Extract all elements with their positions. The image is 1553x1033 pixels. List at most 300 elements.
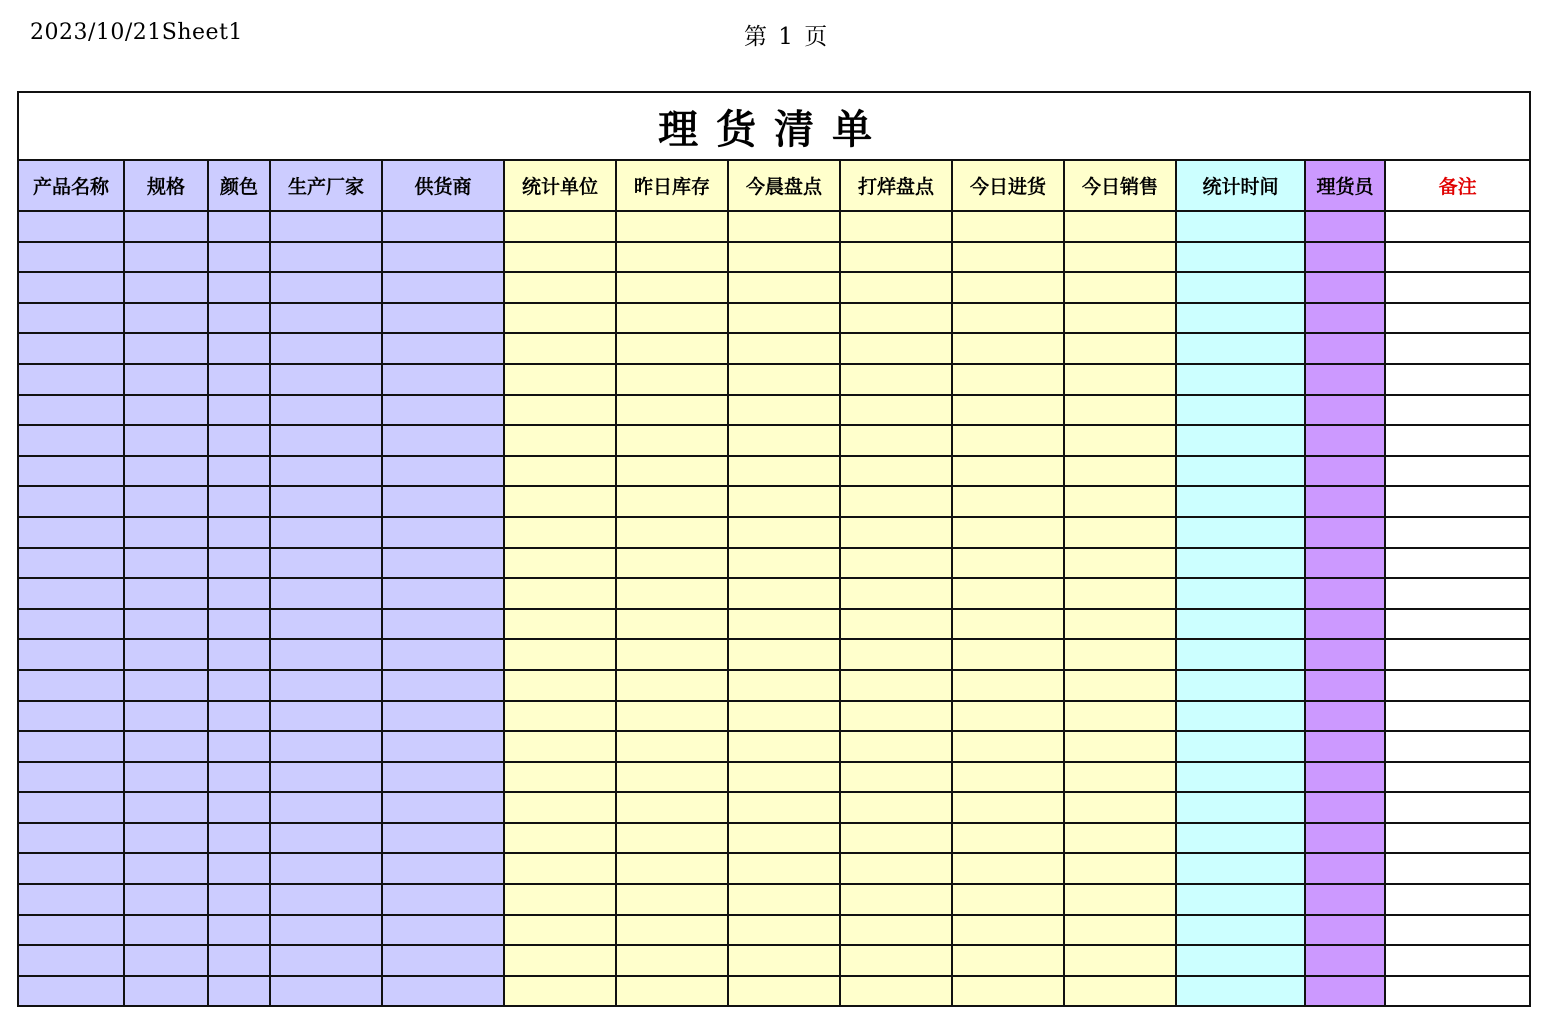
table-cell[interactable] xyxy=(616,639,728,670)
table-cell[interactable] xyxy=(1305,303,1385,334)
column-header-3[interactable]: 颜色 xyxy=(208,160,270,211)
table-cell[interactable] xyxy=(1305,670,1385,701)
table-cell[interactable] xyxy=(504,945,616,976)
table-cell[interactable] xyxy=(1176,731,1305,762)
table-cell[interactable] xyxy=(952,823,1064,854)
table-cell[interactable] xyxy=(270,639,382,670)
table-cell[interactable] xyxy=(18,425,124,456)
column-header-7[interactable]: 昨日库存 xyxy=(616,160,728,211)
table-cell[interactable] xyxy=(728,945,840,976)
table-cell[interactable] xyxy=(616,395,728,426)
table-cell[interactable] xyxy=(1385,639,1530,670)
table-cell[interactable] xyxy=(270,456,382,487)
table-cell[interactable] xyxy=(1385,701,1530,732)
table-cell[interactable] xyxy=(1176,486,1305,517)
table-cell[interactable] xyxy=(1064,701,1176,732)
table-cell[interactable] xyxy=(124,701,208,732)
table-cell[interactable] xyxy=(952,517,1064,548)
table-cell[interactable] xyxy=(840,517,952,548)
table-cell[interactable] xyxy=(1305,884,1385,915)
table-cell[interactable] xyxy=(840,823,952,854)
table-cell[interactable] xyxy=(616,548,728,579)
table-cell[interactable] xyxy=(840,945,952,976)
table-cell[interactable] xyxy=(1305,517,1385,548)
table-cell[interactable] xyxy=(616,486,728,517)
table-cell[interactable] xyxy=(728,701,840,732)
table-cell[interactable] xyxy=(208,548,270,579)
table-cell[interactable] xyxy=(270,670,382,701)
table-cell[interactable] xyxy=(270,211,382,242)
table-cell[interactable] xyxy=(504,548,616,579)
table-cell[interactable] xyxy=(952,945,1064,976)
table-cell[interactable] xyxy=(616,456,728,487)
table-cell[interactable] xyxy=(952,303,1064,334)
table-cell[interactable] xyxy=(1385,333,1530,364)
table-cell[interactable] xyxy=(1385,609,1530,640)
table-cell[interactable] xyxy=(124,456,208,487)
table-cell[interactable] xyxy=(1176,915,1305,946)
table-cell[interactable] xyxy=(616,578,728,609)
table-cell[interactable] xyxy=(952,701,1064,732)
table-cell[interactable] xyxy=(616,945,728,976)
table-cell[interactable] xyxy=(840,609,952,640)
table-cell[interactable] xyxy=(124,517,208,548)
table-cell[interactable] xyxy=(1176,242,1305,273)
table-cell[interactable] xyxy=(1385,272,1530,303)
table-cell[interactable] xyxy=(1385,976,1530,1007)
table-cell[interactable] xyxy=(840,884,952,915)
table-cell[interactable] xyxy=(840,762,952,793)
table-cell[interactable] xyxy=(18,272,124,303)
table-cell[interactable] xyxy=(124,548,208,579)
table-cell[interactable] xyxy=(208,792,270,823)
table-cell[interactable] xyxy=(504,303,616,334)
table-cell[interactable] xyxy=(504,639,616,670)
table-cell[interactable] xyxy=(1305,548,1385,579)
table-cell[interactable] xyxy=(208,395,270,426)
table-cell[interactable] xyxy=(18,578,124,609)
table-cell[interactable] xyxy=(728,639,840,670)
table-cell[interactable] xyxy=(728,578,840,609)
table-cell[interactable] xyxy=(1064,884,1176,915)
table-cell[interactable] xyxy=(1385,425,1530,456)
table-cell[interactable] xyxy=(1176,853,1305,884)
table-cell[interactable] xyxy=(1305,762,1385,793)
table-cell[interactable] xyxy=(124,976,208,1007)
table-cell[interactable] xyxy=(616,792,728,823)
table-cell[interactable] xyxy=(840,242,952,273)
table-cell[interactable] xyxy=(382,395,504,426)
table-cell[interactable] xyxy=(1064,364,1176,395)
table-cell[interactable] xyxy=(382,303,504,334)
column-header-1[interactable]: 产品名称 xyxy=(18,160,124,211)
table-cell[interactable] xyxy=(1305,211,1385,242)
table-cell[interactable] xyxy=(504,884,616,915)
table-cell[interactable] xyxy=(18,792,124,823)
table-cell[interactable] xyxy=(270,609,382,640)
table-cell[interactable] xyxy=(952,395,1064,426)
table-cell[interactable] xyxy=(1064,945,1176,976)
column-header-14[interactable]: 备注 xyxy=(1385,160,1530,211)
column-header-12[interactable]: 统计时间 xyxy=(1176,160,1305,211)
table-cell[interactable] xyxy=(1064,762,1176,793)
table-cell[interactable] xyxy=(1176,792,1305,823)
table-cell[interactable] xyxy=(616,670,728,701)
table-cell[interactable] xyxy=(1305,639,1385,670)
table-cell[interactable] xyxy=(1176,211,1305,242)
table-cell[interactable] xyxy=(208,915,270,946)
table-cell[interactable] xyxy=(1385,456,1530,487)
table-cell[interactable] xyxy=(728,731,840,762)
table-cell[interactable] xyxy=(18,333,124,364)
table-cell[interactable] xyxy=(952,548,1064,579)
table-cell[interactable] xyxy=(840,639,952,670)
table-cell[interactable] xyxy=(382,976,504,1007)
table-cell[interactable] xyxy=(504,425,616,456)
table-cell[interactable] xyxy=(1176,701,1305,732)
table-cell[interactable] xyxy=(1385,884,1530,915)
table-cell[interactable] xyxy=(616,731,728,762)
table-cell[interactable] xyxy=(1176,425,1305,456)
table-cell[interactable] xyxy=(728,272,840,303)
table-cell[interactable] xyxy=(124,211,208,242)
table-cell[interactable] xyxy=(840,272,952,303)
table-cell[interactable] xyxy=(952,609,1064,640)
table-cell[interactable] xyxy=(208,211,270,242)
table-cell[interactable] xyxy=(1064,517,1176,548)
table-cell[interactable] xyxy=(18,303,124,334)
table-cell[interactable] xyxy=(124,272,208,303)
table-cell[interactable] xyxy=(382,517,504,548)
table-cell[interactable] xyxy=(840,486,952,517)
table-cell[interactable] xyxy=(840,425,952,456)
table-cell[interactable] xyxy=(504,701,616,732)
column-header-9[interactable]: 打烊盘点 xyxy=(840,160,952,211)
table-cell[interactable] xyxy=(616,701,728,732)
table-cell[interactable] xyxy=(840,670,952,701)
table-cell[interactable] xyxy=(952,364,1064,395)
table-cell[interactable] xyxy=(1064,242,1176,273)
table-cell[interactable] xyxy=(1385,792,1530,823)
table-cell[interactable] xyxy=(1064,425,1176,456)
table-cell[interactable] xyxy=(840,853,952,884)
table-cell[interactable] xyxy=(840,211,952,242)
table-cell[interactable] xyxy=(840,333,952,364)
table-cell[interactable] xyxy=(952,272,1064,303)
table-cell[interactable] xyxy=(382,211,504,242)
table-cell[interactable] xyxy=(124,670,208,701)
table-cell[interactable] xyxy=(208,364,270,395)
table-cell[interactable] xyxy=(840,456,952,487)
table-cell[interactable] xyxy=(1385,395,1530,426)
table-cell[interactable] xyxy=(952,578,1064,609)
table-cell[interactable] xyxy=(1385,548,1530,579)
table-cell[interactable] xyxy=(728,303,840,334)
table-cell[interactable] xyxy=(1176,639,1305,670)
table-cell[interactable] xyxy=(1064,211,1176,242)
table-cell[interactable] xyxy=(270,425,382,456)
table-cell[interactable] xyxy=(270,548,382,579)
table-cell[interactable] xyxy=(728,517,840,548)
table-cell[interactable] xyxy=(1176,609,1305,640)
table-cell[interactable] xyxy=(208,701,270,732)
table-cell[interactable] xyxy=(18,915,124,946)
table-cell[interactable] xyxy=(1064,670,1176,701)
table-cell[interactable] xyxy=(952,211,1064,242)
table-cell[interactable] xyxy=(208,272,270,303)
table-cell[interactable] xyxy=(504,670,616,701)
table-cell[interactable] xyxy=(728,915,840,946)
table-cell[interactable] xyxy=(952,639,1064,670)
table-cell[interactable] xyxy=(18,548,124,579)
table-cell[interactable] xyxy=(270,762,382,793)
table-cell[interactable] xyxy=(270,792,382,823)
column-header-10[interactable]: 今日进货 xyxy=(952,160,1064,211)
table-cell[interactable] xyxy=(1176,548,1305,579)
table-cell[interactable] xyxy=(1176,976,1305,1007)
column-header-2[interactable]: 规格 xyxy=(124,160,208,211)
table-cell[interactable] xyxy=(1305,456,1385,487)
table-cell[interactable] xyxy=(1385,517,1530,548)
table-cell[interactable] xyxy=(1176,823,1305,854)
table-cell[interactable] xyxy=(1305,976,1385,1007)
table-cell[interactable] xyxy=(124,853,208,884)
table-cell[interactable] xyxy=(504,762,616,793)
table-cell[interactable] xyxy=(18,976,124,1007)
table-cell[interactable] xyxy=(840,578,952,609)
table-cell[interactable] xyxy=(504,364,616,395)
column-header-11[interactable]: 今日销售 xyxy=(1064,160,1176,211)
table-cell[interactable] xyxy=(504,333,616,364)
table-cell[interactable] xyxy=(616,884,728,915)
table-cell[interactable] xyxy=(18,853,124,884)
table-cell[interactable] xyxy=(504,486,616,517)
table-cell[interactable] xyxy=(1064,915,1176,946)
table-cell[interactable] xyxy=(616,333,728,364)
table-cell[interactable] xyxy=(616,762,728,793)
table-cell[interactable] xyxy=(1176,578,1305,609)
table-cell[interactable] xyxy=(1176,517,1305,548)
table-cell[interactable] xyxy=(1305,272,1385,303)
table-cell[interactable] xyxy=(270,242,382,273)
table-cell[interactable] xyxy=(952,792,1064,823)
table-cell[interactable] xyxy=(728,456,840,487)
table-cell[interactable] xyxy=(270,486,382,517)
table-cell[interactable] xyxy=(382,762,504,793)
table-cell[interactable] xyxy=(382,548,504,579)
table-cell[interactable] xyxy=(952,976,1064,1007)
table-cell[interactable] xyxy=(728,792,840,823)
table-cell[interactable] xyxy=(270,364,382,395)
table-cell[interactable] xyxy=(1385,731,1530,762)
table-cell[interactable] xyxy=(18,701,124,732)
table-cell[interactable] xyxy=(728,884,840,915)
table-cell[interactable] xyxy=(1305,364,1385,395)
table-cell[interactable] xyxy=(1305,425,1385,456)
table-cell[interactable] xyxy=(382,425,504,456)
table-cell[interactable] xyxy=(616,425,728,456)
table-cell[interactable] xyxy=(382,823,504,854)
table-cell[interactable] xyxy=(124,762,208,793)
table-cell[interactable] xyxy=(270,731,382,762)
table-cell[interactable] xyxy=(1385,578,1530,609)
table-cell[interactable] xyxy=(952,425,1064,456)
table-cell[interactable] xyxy=(728,425,840,456)
table-cell[interactable] xyxy=(616,609,728,640)
table-cell[interactable] xyxy=(270,395,382,426)
table-cell[interactable] xyxy=(208,762,270,793)
table-cell[interactable] xyxy=(124,823,208,854)
table-cell[interactable] xyxy=(1064,395,1176,426)
table-cell[interactable] xyxy=(124,884,208,915)
table-cell[interactable] xyxy=(18,639,124,670)
table-cell[interactable] xyxy=(728,609,840,640)
table-cell[interactable] xyxy=(270,945,382,976)
table-cell[interactable] xyxy=(18,364,124,395)
table-cell[interactable] xyxy=(208,333,270,364)
table-cell[interactable] xyxy=(728,333,840,364)
table-cell[interactable] xyxy=(18,945,124,976)
table-cell[interactable] xyxy=(270,823,382,854)
table-cell[interactable] xyxy=(208,731,270,762)
table-cell[interactable] xyxy=(504,792,616,823)
table-cell[interactable] xyxy=(18,211,124,242)
table-cell[interactable] xyxy=(1064,639,1176,670)
table-cell[interactable] xyxy=(1305,731,1385,762)
table-cell[interactable] xyxy=(1064,456,1176,487)
table-cell[interactable] xyxy=(1305,242,1385,273)
table-cell[interactable] xyxy=(124,915,208,946)
table-cell[interactable] xyxy=(840,915,952,946)
table-cell[interactable] xyxy=(208,976,270,1007)
table-cell[interactable] xyxy=(1385,823,1530,854)
table-cell[interactable] xyxy=(18,609,124,640)
table-cell[interactable] xyxy=(270,303,382,334)
table-cell[interactable] xyxy=(728,548,840,579)
table-cell[interactable] xyxy=(124,945,208,976)
table-cell[interactable] xyxy=(1176,456,1305,487)
table-cell[interactable] xyxy=(270,976,382,1007)
table-cell[interactable] xyxy=(952,242,1064,273)
table-cell[interactable] xyxy=(208,823,270,854)
table-cell[interactable] xyxy=(952,731,1064,762)
table-cell[interactable] xyxy=(728,823,840,854)
table-cell[interactable] xyxy=(1305,823,1385,854)
table-cell[interactable] xyxy=(504,395,616,426)
table-cell[interactable] xyxy=(952,486,1064,517)
table-cell[interactable] xyxy=(124,242,208,273)
table-cell[interactable] xyxy=(382,701,504,732)
table-cell[interactable] xyxy=(728,211,840,242)
table-cell[interactable] xyxy=(270,517,382,548)
table-cell[interactable] xyxy=(208,639,270,670)
table-cell[interactable] xyxy=(1064,333,1176,364)
table-cell[interactable] xyxy=(382,731,504,762)
table-cell[interactable] xyxy=(952,670,1064,701)
table-cell[interactable] xyxy=(208,242,270,273)
column-header-5[interactable]: 供货商 xyxy=(382,160,504,211)
table-cell[interactable] xyxy=(270,915,382,946)
table-cell[interactable] xyxy=(1176,884,1305,915)
table-cell[interactable] xyxy=(18,395,124,426)
table-cell[interactable] xyxy=(124,639,208,670)
table-cell[interactable] xyxy=(382,639,504,670)
table-cell[interactable] xyxy=(18,670,124,701)
table-cell[interactable] xyxy=(1305,609,1385,640)
table-cell[interactable] xyxy=(208,609,270,640)
table-cell[interactable] xyxy=(382,272,504,303)
table-cell[interactable] xyxy=(208,670,270,701)
table-cell[interactable] xyxy=(124,486,208,517)
table-cell[interactable] xyxy=(1064,853,1176,884)
table-cell[interactable] xyxy=(728,976,840,1007)
table-cell[interactable] xyxy=(504,517,616,548)
table-cell[interactable] xyxy=(840,364,952,395)
table-cell[interactable] xyxy=(270,333,382,364)
column-header-4[interactable]: 生产厂家 xyxy=(270,160,382,211)
table-cell[interactable] xyxy=(208,456,270,487)
table-cell[interactable] xyxy=(504,853,616,884)
table-cell[interactable] xyxy=(208,884,270,915)
table-cell[interactable] xyxy=(616,211,728,242)
table-cell[interactable] xyxy=(1305,578,1385,609)
table-cell[interactable] xyxy=(1064,548,1176,579)
table-cell[interactable] xyxy=(728,242,840,273)
table-cell[interactable] xyxy=(1305,333,1385,364)
table-cell[interactable] xyxy=(382,242,504,273)
table-cell[interactable] xyxy=(840,701,952,732)
table-cell[interactable] xyxy=(840,976,952,1007)
table-cell[interactable] xyxy=(1176,945,1305,976)
table-cell[interactable] xyxy=(1385,364,1530,395)
table-cell[interactable] xyxy=(1385,670,1530,701)
table-cell[interactable] xyxy=(1176,303,1305,334)
table-cell[interactable] xyxy=(840,548,952,579)
table-cell[interactable] xyxy=(728,364,840,395)
table-cell[interactable] xyxy=(124,792,208,823)
table-cell[interactable] xyxy=(840,792,952,823)
table-cell[interactable] xyxy=(616,976,728,1007)
table-cell[interactable] xyxy=(616,272,728,303)
table-cell[interactable] xyxy=(382,333,504,364)
table-cell[interactable] xyxy=(504,915,616,946)
table-cell[interactable] xyxy=(124,609,208,640)
table-cell[interactable] xyxy=(382,456,504,487)
column-header-13[interactable]: 理货员 xyxy=(1305,160,1385,211)
table-cell[interactable] xyxy=(1305,701,1385,732)
column-header-6[interactable]: 统计单位 xyxy=(504,160,616,211)
table-cell[interactable] xyxy=(18,884,124,915)
table-cell[interactable] xyxy=(270,884,382,915)
table-cell[interactable] xyxy=(18,517,124,548)
table-cell[interactable] xyxy=(124,303,208,334)
table-cell[interactable] xyxy=(1064,303,1176,334)
table-cell[interactable] xyxy=(840,395,952,426)
table-cell[interactable] xyxy=(270,853,382,884)
table-cell[interactable] xyxy=(616,517,728,548)
table-cell[interactable] xyxy=(1176,395,1305,426)
table-cell[interactable] xyxy=(504,272,616,303)
table-cell[interactable] xyxy=(616,303,728,334)
table-cell[interactable] xyxy=(504,456,616,487)
table-cell[interactable] xyxy=(1064,272,1176,303)
table-cell[interactable] xyxy=(18,731,124,762)
table-cell[interactable] xyxy=(1305,486,1385,517)
table-cell[interactable] xyxy=(382,609,504,640)
table-cell[interactable] xyxy=(18,456,124,487)
table-cell[interactable] xyxy=(1385,915,1530,946)
table-cell[interactable] xyxy=(952,762,1064,793)
